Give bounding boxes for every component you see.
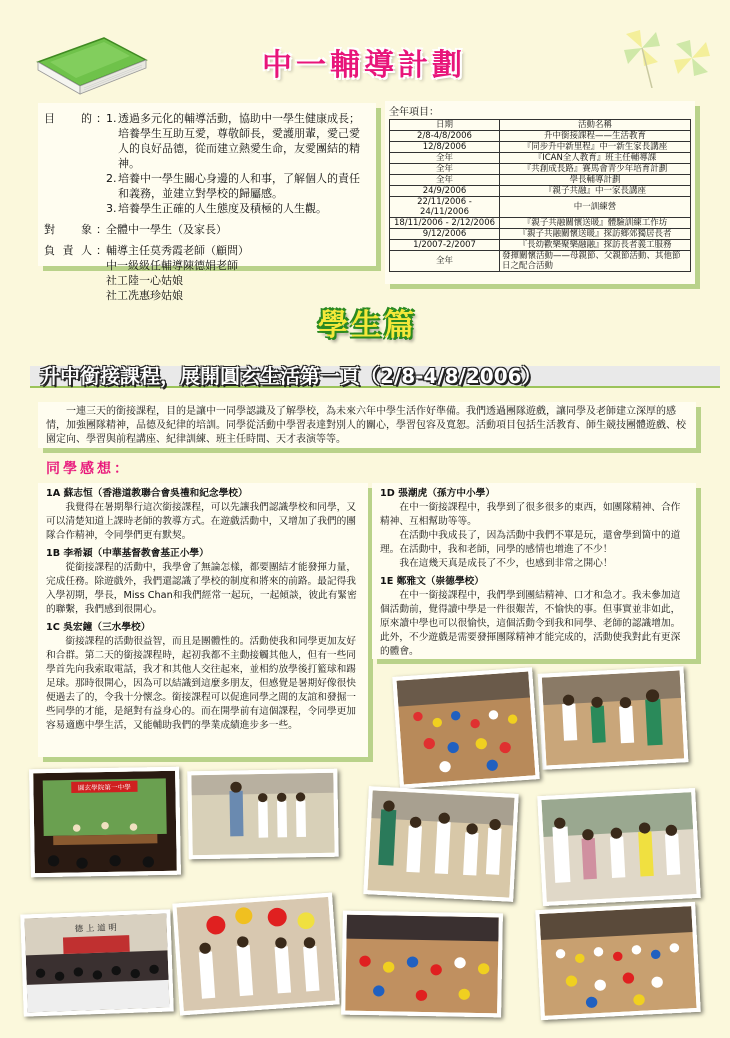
- row-activity: 學長輔導計劃: [500, 175, 691, 186]
- photo-gym-seated: [535, 902, 701, 1020]
- purpose-text: 透過多元化的輔導活動，協助中一學生健康成長；培養學生互助互愛，尊敬師長，愛護朋輩，愛己愛人的良好品德，從而建立熱愛生命，友愛團結的精神。: [118, 112, 360, 170]
- row-date: 22/11/2006 - 24/11/2006: [390, 197, 500, 218]
- pinwheel-icon: [612, 24, 720, 88]
- row-activity: 發揮關懷活動——母親節、父親節活動、其他節日之配合活動: [500, 251, 691, 272]
- year-items-body: [390, 131, 691, 272]
- photo-students-group: [538, 666, 689, 770]
- row-date: 9/12/2006: [390, 229, 500, 240]
- student-comments-left: [38, 483, 368, 757]
- person-item: 中一級級任輔導陳德娟老師: [106, 259, 238, 272]
- photo-gym-activity: [392, 667, 539, 788]
- table-row: [390, 229, 691, 240]
- purpose-text: 培養中一學生關心身邊的人和事，了解個人的責任和義務，並建立對學校的歸屬感。: [118, 172, 360, 200]
- student-text: 銜接課程的活動很益智，而且是團體性的。活動使我和同學更加友好和合群。第二天的銜接課程時，起初我都不主動接觸其他人，但有一些同學首先向我索取電話，我才和其他人交往起來，並相約放學後打籃球和踢足球。那時很開心，因為可以結識到這麼多朋友，但感覺是暑期好像很快便過去了的，令我十分懷念。銜接課程可以促進同學之間的友誼和發掘一些同學的才能，是絕對有益身心的。而在開學前有這個課程，令同學更加容易適應中學生活，又能輔助我們的學業成績進步多一些。: [46, 636, 357, 731]
- purpose-item: [106, 171, 370, 201]
- year-items-table: [389, 119, 691, 272]
- row-date: 全年: [390, 251, 500, 272]
- person-item: 社工冼惠珍姑娘: [106, 289, 183, 302]
- row-activity: 『共創成長路』賽馬會青少年培育計劃: [500, 164, 691, 175]
- student-text: [380, 589, 688, 659]
- row-date: 24/9/2006: [390, 186, 500, 197]
- student-paragraph: 在中一銜接課程中，我們學到團結精神、口才和急才。我未參加這個活動前，覺得讀中學是一件很艱苦，不愉快的事。但事實並非如此，原來讀中學也可以很愉快，這個活動令到我和同學、老師的認識增加。此外，不少遊戲是需要發揮團隊精神才能完成的，活動使我對此有更深的體會。: [380, 590, 681, 657]
- person-label: 負責人: [44, 244, 92, 257]
- student-comments-right: [372, 483, 696, 659]
- row-activity: 『親子共融關懷送暖』探訪鄉郊獨居長者: [500, 229, 691, 240]
- purpose-num: 2.: [106, 172, 117, 185]
- column-header-date: 日期: [390, 120, 500, 131]
- student-comment: [46, 487, 360, 543]
- row-date: 2/8-4/8/2006: [390, 131, 500, 142]
- student-name: 1A 蘇志恒（香港道教聯合會吳禮和紀念學校）: [46, 488, 248, 499]
- target-value: 全體中一學生（及家長）: [106, 223, 227, 236]
- table-row: [390, 251, 691, 272]
- person-item: 輔導主任莫秀霞老師（顧問）: [106, 244, 249, 257]
- row-date: 1/2007-2/2007: [390, 240, 500, 251]
- feelings-title: 同學感想：: [46, 461, 131, 477]
- purpose-text: 培養學生正確的人生態度及積極的人生觀。: [118, 202, 327, 215]
- banner-text: 升中銜接課程，展開圓玄生活第一頁（2/8-4/8/2006）: [40, 364, 542, 388]
- intro-paragraph: 一連三天的銜接課程，目的是讓中一同學認識及了解學校，為未來六年中學生活作好準備。我們透過團隊遊戲，讓同學及老師建立深厚的感情，加強團隊精神，品德及紀律的培訓。同學從活動中學習表達對別人的關心，學習包容及寬恕。活動項目包括生活教育、師生競技團體遊戲、校園定向、學習與前程講座、紀律訓練、班主任時間、天才表演等等。: [38, 402, 696, 448]
- row-activity: 『長幼歡樂聚樂融融』探訪長者義工服務: [500, 240, 691, 251]
- row-date: 18/11/2006 - 2/12/2006: [390, 218, 500, 229]
- row-activity: 『ICAN全人教育』班主任輔導課: [500, 153, 691, 164]
- table-row: [390, 186, 691, 197]
- person-list: [106, 243, 370, 303]
- student-name: 1C 吳宏鐘（三水學校）: [46, 622, 151, 633]
- table-row: [390, 164, 691, 175]
- target-row: [44, 222, 370, 237]
- student-comment: [46, 547, 360, 617]
- photo-speaker-class: [187, 769, 339, 860]
- table-row: [390, 218, 691, 229]
- purpose-num: 3.: [106, 202, 117, 215]
- student-paragraph: 在中一銜接課程中，我學到了很多很多的東西，如團隊精神、合作精神、互相幫助等等。: [380, 502, 681, 527]
- program-info-panel: [38, 103, 376, 302]
- purpose-num: 1.: [106, 112, 117, 125]
- row-date: 全年: [390, 164, 500, 175]
- column-header-activity: 活動名稱: [500, 120, 691, 131]
- purpose-item: [106, 201, 370, 216]
- row-date: 全年: [390, 175, 500, 186]
- book-icon: [30, 28, 150, 98]
- student-comment: [380, 487, 688, 571]
- table-row: [390, 175, 691, 186]
- row-activity: 中一訓練營: [500, 197, 691, 218]
- colon: ：: [96, 112, 107, 125]
- purpose-label: 目的: [44, 112, 92, 125]
- photo-floor-game: [341, 911, 503, 1018]
- colon: ：: [96, 244, 107, 257]
- row-date: 12/8/2006: [390, 142, 500, 153]
- hall-banner-text: 德 上 道 明: [74, 922, 117, 934]
- year-items-title: 全年項目：: [389, 107, 439, 118]
- table-row: [390, 142, 691, 153]
- student-name: 1D 張潮虎（孫方中小學）: [380, 488, 496, 499]
- table-row: [390, 131, 691, 142]
- student-comment: [46, 621, 360, 733]
- student-name: 1E 鄭雅文（崇德學校）: [380, 576, 484, 587]
- photo-balloons: [172, 893, 339, 1016]
- photo-classroom-activity: [537, 788, 701, 906]
- section-title: 學生篇: [318, 308, 417, 343]
- row-date: 全年: [390, 153, 500, 164]
- colon: ：: [96, 223, 107, 236]
- person-item: 社工陸一心姑娘: [106, 274, 183, 287]
- photo-teamwork-game: [363, 786, 518, 902]
- student-name: 1B 李希穎（中華基督教會基正小學）: [46, 548, 209, 559]
- row-activity: 『同步升中新里程』中一新生家長講座: [500, 142, 691, 153]
- article-banner: [30, 360, 720, 392]
- student-paragraph: 我在這幾天真是成長了不少，也感到非常之開心！: [399, 558, 613, 569]
- table-row: [390, 197, 691, 218]
- photo-hall-assembly: [20, 909, 173, 1016]
- row-activity: 『親子共融關懷送暖』體驗訓練工作坊: [500, 218, 691, 229]
- stage-banner-text: 圓玄學院第一中學: [77, 783, 131, 793]
- page-title: 中一輔導計劃: [262, 48, 466, 83]
- target-label: 對象: [44, 223, 92, 236]
- year-items-panel: [385, 101, 695, 284]
- table-row: [390, 240, 691, 251]
- purpose-row: [44, 111, 370, 216]
- student-comment: [380, 575, 688, 659]
- purpose-list: [106, 111, 370, 216]
- row-activity: 升中銜接課程——生活教育: [500, 131, 691, 142]
- table-header-row: [390, 120, 691, 131]
- student-text: 我覺得在暑期舉行這次銜接課程，可以先讓我們認識學校和同學，又可以清楚知道上課時老師的教導方式。在遊戲活動中，又增加了我們的團隊合作精神，令同學們更有默契。: [46, 502, 357, 541]
- purpose-item: [106, 111, 370, 171]
- student-text: [380, 501, 688, 571]
- student-paragraph: 在活動中我成長了，因為活動中我們不單是玩，還會學到箇中的道理。在活動中，我和老師，同學的感情也增進了不少！: [380, 530, 681, 555]
- student-text: 從銜接課程的活動中，我學會了無論怎樣，都要團結才能發揮力量，完成任務。除遊戲外，我們還認識了學校的制度和將來的前路。最記得我入學初期，學長，Miss Chan和我們經常一起玩，一起傾談，彼此有緊密的聯繫，我們感到很開心。: [46, 562, 357, 615]
- photo-stage-performance: [29, 767, 181, 878]
- person-row: [44, 243, 370, 303]
- row-activity: 『親子共融』中一家長講座: [500, 186, 691, 197]
- table-row: [390, 153, 691, 164]
